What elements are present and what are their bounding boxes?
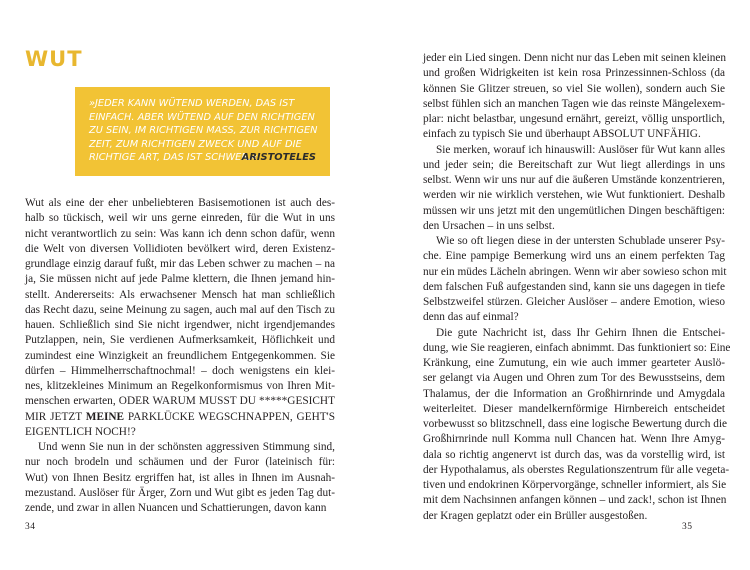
text-line: und jeder sein; die Bereitschaft zur Wut liegt allerdings in uns (423, 158, 725, 171)
text-line: werden wir nie wirklich verstehen, wie Wut funktioniert. Deshalb (423, 189, 725, 202)
text-line: Sie merken, worauf ich hinauswill: Auslöser für Wut kann alles (436, 143, 725, 156)
text-line: Und wenn Sie nun in der schönsten aggressiven Stimmung sind, (38, 441, 335, 453)
text-line: dala so richtig angenervt ist durch das, was da vorstellig wird, ist (423, 448, 725, 461)
text-line: vorbewusst so blitzschnell, dass eine logische Bewertung durch die (423, 418, 728, 430)
text-line: Putzlappen, nein, Sie verdienen Aufmerksamkeit, Höflichkeit und (25, 334, 335, 347)
text-line: plar: nicht belastbar, ungesund ernährt, gereizt, völlig unsportlich, (423, 113, 725, 125)
text-line: Die gute Nachricht ist, dass Ihr Gehirn Ihnen die Entschei- (436, 326, 725, 339)
text-line: nur noch brodeln und schäumen und der Furor (lateinisch für: (25, 456, 335, 469)
chapter-heading: WUT (25, 47, 83, 71)
text-line: die Welt von diversen Vollidioten bevölkert wird, deren Existenz- (25, 242, 335, 255)
text-line: nicht verantwortlich zu sein: Was kann ich denn schon dafür, wenn (25, 227, 335, 240)
text-line: grundlage einzig darauf fußt, mir das Leben schwer zu machen – na (25, 258, 335, 270)
text-line: müssen wir uns jetzt mit den ungemütlichen Dingen beschäftigen: (423, 204, 725, 217)
text-line: weiterleitet. Dieser mandelkernförmige Hirnbereich entscheidet (423, 402, 725, 415)
text-line: ser gelangt via Augen und Ohren zum Tor des Bewusstseins, dem (423, 372, 725, 385)
text-line: selbst fühlen sich an manchen Tagen wie das reinste Mängelexem- (423, 97, 725, 110)
text-line: menschen erwarten, ODER WARUM MUSST DU *****GESICHT (25, 395, 335, 408)
left-body-text (25, 196, 335, 516)
text-line: dem falschen Fuß aufgestanden sind, kann sie uns dagegen in tiefe (423, 280, 725, 293)
quote-author: ARISTOTELES (241, 152, 316, 163)
text-line: und großen Widrigkeiten ist kein rosa Prinzessinnen-Schloss (da (423, 67, 725, 80)
quote-box (75, 87, 330, 176)
text-line: tiven und endokrinen Körpervorgänge, schneller informiert, als Sie (423, 479, 727, 491)
text-line: nes, klitzekleines Minimum an Regelkonformismus von Ihren Mit- (25, 380, 335, 392)
text-line: selbst. Wenn wir uns nur auf die äußeren Umstände konzentrieren, (423, 174, 725, 186)
quote-text: »JEDER KANN WÜTEND WERDEN, DAS IST EINFACH. ABER WÜTEND AUF DEN RICHTIGEN ZU SEIN, IM RICHTIGEN MASS, ZUR RICHTIGEN ZEIT, ZUM RICHTIGEN ZWECK UND AUF DIE RICHTIGE ART, DAS IST SCHWER.« (89, 98, 318, 164)
text-line: jeder ein Lied singen. Denn nicht nur das Leben mit seinen kleinen (423, 52, 727, 64)
text-line: mit dem Nachsinnen anfangen können – und zack!, schon ist Ihnen (423, 494, 727, 507)
text-line: che. Eine pampige Bemerkung wird uns an einem perfekten Tag (423, 250, 725, 263)
text-line: mezustand. Auslöser für Ärger, Zorn und Wut gibt es jeden Tag dut- (25, 486, 335, 499)
text-line: der Hypothalamus, als oberstes Regulationszentrum für alle vegeta- (423, 463, 730, 476)
text-line: Wut als eine der eher unbeliebteren Basisemotionen ist auch des- (25, 197, 335, 209)
text-line: Wie so oft liegen diese in der untersten Schublade unserer Psy- (436, 235, 725, 247)
page-number: 35 (682, 522, 693, 532)
text-line: können Sie Glitzer streuen, so viel Sie wollen), sondern auch Sie (423, 82, 725, 95)
text-line: stellt. Andererseits: Als erwachsener Mensch hat man schließlich (25, 288, 335, 301)
text-line: EIGENTLICH NOCH!? (25, 425, 136, 438)
text-line: Selbstzweifel stürzen. Gleicher Auslöser – andere Emotion, wieso (423, 296, 725, 308)
text-line: MIR JETZT MEINE PARKLÜCKE WEGSCHNAPPEN, GEHT'S (25, 410, 335, 423)
text-line: halb so tückisch, weil wir uns gerne einreden, für die Wut in uns (25, 212, 335, 225)
text-line: der Kragen geplatzt oder ein Brüller ausgestoßen. (423, 509, 648, 522)
right-page (375, 0, 750, 570)
text-line: dung, wie Sie reagieren, einfach abnimmt. Das funktioniert so: Eine (423, 341, 731, 354)
text-line: Kränkung, eine Zumutung, ein wie auch immer gearteter Auslö- (423, 357, 725, 369)
text-line: nur ein müdes Lächeln abringen. Wenn wir aber sowieso schon mit (423, 265, 727, 278)
text-line: den Ursachen – in uns selbst. (423, 219, 555, 232)
text-line: zumindest eine Winzigkeit an freundlichem Entgegenkommen. Sie (25, 349, 335, 362)
text-line: zende, und zwar in allen Nuancen und Schattierungen, davon kann (25, 502, 327, 514)
text-line: das Recht dazu, seine Meinung zu sagen, auch mal auf den Tisch zu (25, 303, 335, 316)
text-line: denn das auf einmal? (423, 311, 519, 324)
text-line: ja, Sie müssen nicht auf jede Palme klettern, die Ihnen jemand hin- (25, 273, 335, 286)
text-line: Großhirnrinde null Komma null Chancen hat. Wenn Ihre Amyg- (423, 433, 725, 446)
page-number: 34 (25, 522, 36, 532)
text-line: einfach zu typisch Sie und überhaupt ABSOLUT UNFÄHIG. (423, 128, 701, 141)
right-body-text (423, 51, 731, 524)
text-line: Wut) von Ihnen Besitz ergriffen hat, ist alles in Ihnen im Ausnah- (25, 471, 335, 484)
text-line: Thalamus, der die Information an Großhirnrinde und Amygdala (423, 387, 725, 400)
text-line: hauen. Schließlich sind Sie nicht irgendwer, nicht irgendjemandes (25, 319, 335, 331)
text-line: dürfen – Himmelherrschaftnochmal! – doch wenigstens ein klei- (25, 364, 335, 377)
